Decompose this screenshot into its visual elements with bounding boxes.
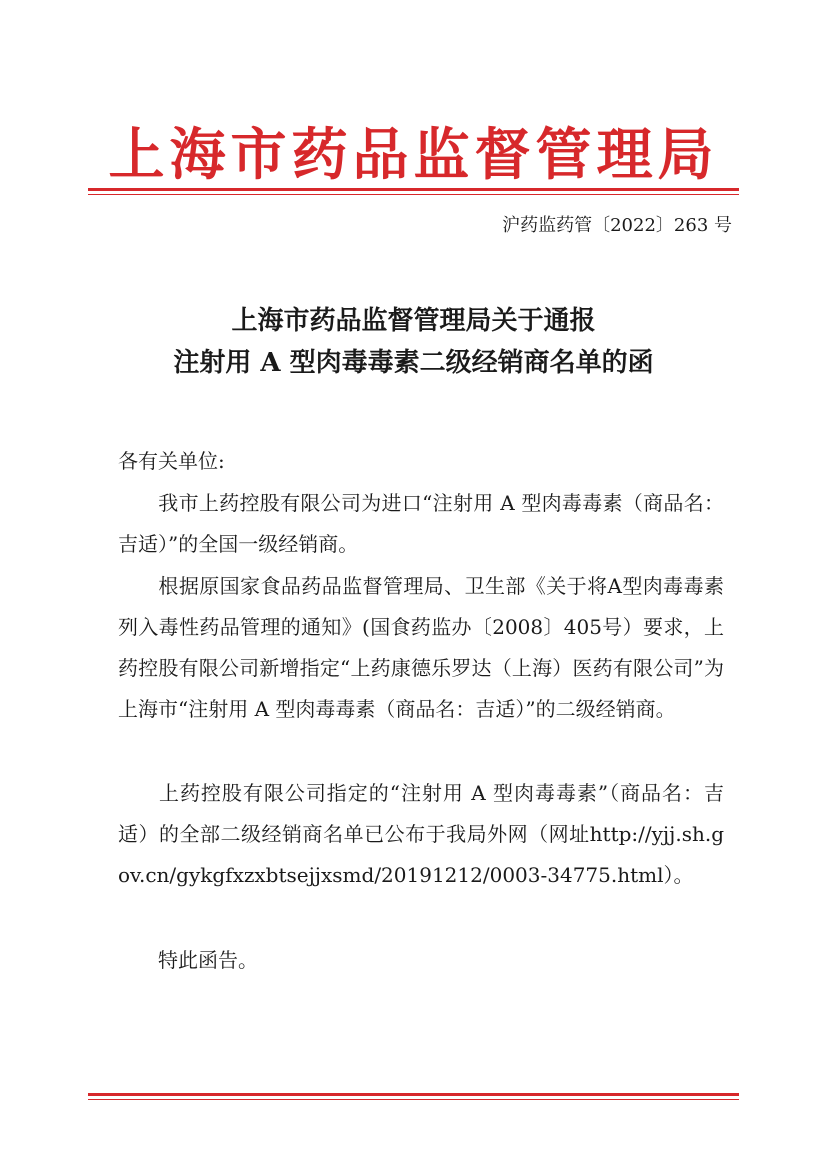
header-red-rule-thin [88,194,739,195]
footer-red-rule-thick [88,1093,739,1096]
closing-line: 特此函告。 [158,948,258,972]
paragraph-3-end: ）。 [663,863,694,887]
document-number: 沪药监药管〔2022〕263 号 [502,215,732,236]
paragraph-3-text: 上药控股有限公司指定的“注射用 A 型肉毒毒素”（商品名：吉适）的全部二级经销商名单已公布于我局外网（网址 [118,781,724,846]
document-title-line-2: 注射用 A 型肉毒毒素二级经销商名单的函 [173,348,654,378]
paragraph-2 [118,566,724,730]
salutation: 各有关单位: [118,449,225,473]
header-red-rule-thick [88,188,739,191]
footer-red-rule-thin [88,1099,739,1100]
paragraph-1 [118,483,724,565]
website-url: http://yjj.sh.gov.cn/gykgfxzxbtsejjxsmd/20191212/0003-34775.html [118,822,724,887]
paragraph-1-text: 我市上药控股有限公司为进口“注射用 A 型肉毒毒素（商品名：吉适）”的全国一级经销商。 [118,491,724,556]
paragraph-3 [118,773,724,896]
agency-masthead: 上海市药品监督管理局 [108,122,719,188]
document-title [88,300,739,384]
paragraph-2-text: 根据原国家食品药品监督管理局、卫生部《关于将A型肉毒毒素列入毒性药品管理的通知》(国食药监办〔2008〕405号）要求，上药控股有限公司新增指定“上药康德乐罗达（上海）医药有限公司”为上海市“注射用 A 型肉毒毒素（商品名：吉适）”的二级经销商。 [118,574,724,721]
document-title-line-1: 上海市药品监督管理局关于通报 [231,306,596,336]
